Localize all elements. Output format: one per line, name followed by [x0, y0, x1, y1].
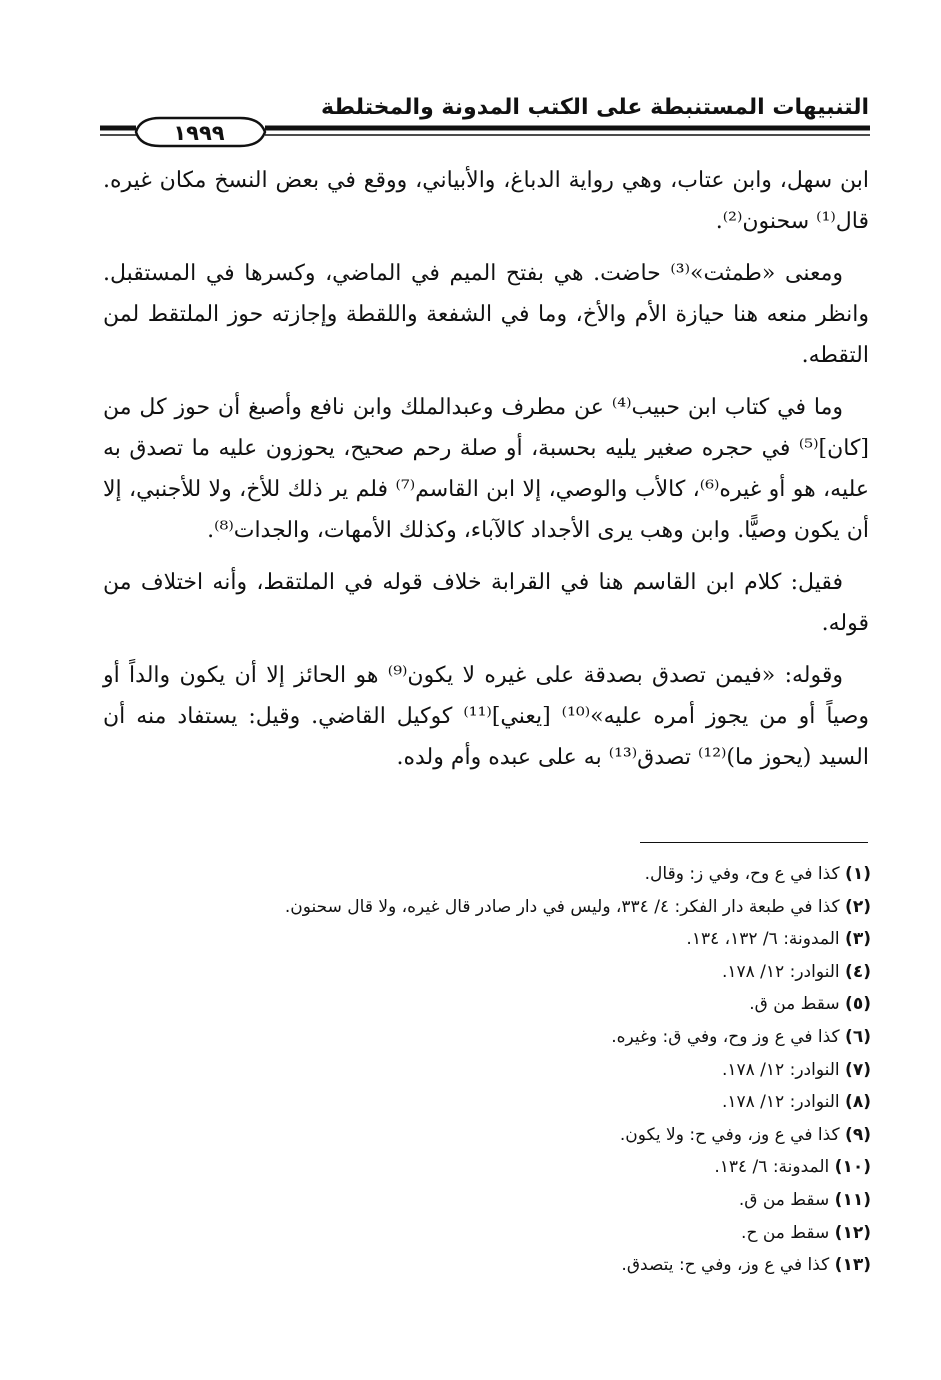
footnote-text: كذا في ع وز، وفي ح: ولا يكون.	[619, 1124, 840, 1145]
footnote	[103, 891, 871, 924]
footnote	[103, 923, 871, 956]
footnote-text: المدونة: ٦/ ١٣٢، ١٣٤.	[686, 929, 840, 950]
paragraph: فقيل: كلام ابن القاسم هنا في القرابة خلاف قوله في الملتقط، وأنه اختلاف من قوله.	[103, 570, 869, 636]
page-number: ١٩٩٩	[173, 121, 225, 145]
footnote-text: كذا في ع وز وح، وفي ق: وغيره.	[611, 1026, 840, 1047]
footnote-number: (١١)	[834, 1189, 871, 1210]
footnote-number: (٢)	[845, 896, 871, 917]
footnote	[103, 1151, 871, 1184]
footnote-number: (٩)	[845, 1124, 871, 1145]
footnote	[103, 1249, 871, 1282]
footnote-text: كذا في ع وز، وفي ح: يتصدق.	[621, 1255, 830, 1276]
paragraph: وقوله: «فيمن تصدق بصدقة على غيره لا يكون⁽⁹⁾ هو الحائز إلا أن يكون والداً أو وصياً أو من يجوز أمره عليه»⁽¹⁰⁾ [يعني]⁽¹¹⁾ كوكيل القاضي. وقيل: يستفاد منه أن السيد (يحوز ما)⁽¹²⁾ تصدق⁽¹³⁾ به على عبده وأم ولده.	[103, 663, 869, 770]
footnote	[103, 1021, 871, 1054]
footnote	[103, 956, 871, 989]
footnote-number: (١٢)	[834, 1222, 871, 1243]
footnote-text: كذا في طبعة دار الفكر: ٤/ ٣٣٤، وليس في دار صادر قال غيره، ولا قال سحنون.	[284, 896, 840, 917]
footnote-text: النوادر: ١٢/ ١٧٨.	[721, 1092, 840, 1113]
paragraph: ومعنى «طمثت»⁽³⁾ حاضت. هي بفتح الميم في الماضي، وكسرها في المستقبل. وانظر منعه هنا حيازة الأم والأخ، وما في الشفعة واللقطة وإجازته حوز الملتقط لمن التقطه.	[103, 261, 869, 368]
main-text	[103, 160, 869, 778]
footnote-text: سقط من ح.	[741, 1222, 830, 1243]
footnote-number: (٨)	[845, 1092, 871, 1113]
footnote-number: (٧)	[845, 1059, 871, 1080]
footnote-number: (١٣)	[834, 1255, 871, 1276]
footnote	[103, 988, 871, 1021]
footnote	[103, 1184, 871, 1217]
footnote-number: (١)	[845, 864, 871, 884]
footnote-text: المدونة: ٦/ ١٣٤.	[714, 1157, 830, 1178]
footnote-separator	[640, 842, 868, 843]
paragraph: ابن سهل، وابن عتاب، وهي رواية الدباغ، والأبياني، ووقع في بعض النسخ مكان غيره. قال⁽¹⁾ سحنون⁽²⁾.	[103, 168, 869, 234]
footnote-text: سقط من ق.	[738, 1189, 830, 1210]
footnote-text: النوادر: ١٢/ ١٧٨.	[721, 961, 840, 982]
footnote-number: (٤)	[845, 961, 871, 982]
footnote-text: سقط من ق.	[749, 994, 840, 1015]
footnote	[103, 1119, 871, 1152]
footnote	[103, 1086, 871, 1119]
footnote-number: (١٠)	[834, 1157, 871, 1178]
footnote-text: كذا في ع وح، وفي ز: وقال.	[644, 864, 840, 884]
footnote-number: (٦)	[845, 1026, 871, 1047]
footnote	[103, 858, 871, 891]
footnotes	[103, 858, 871, 1282]
footnote-number: (٥)	[845, 994, 871, 1015]
footnote-number: (٣)	[845, 929, 871, 950]
running-title: التنبيهات المستنبطة على الكتب المدونة والمختلطة	[320, 95, 869, 120]
paragraph: وما في كتاب ابن حبيب⁽⁴⁾ عن مطرف وعبدالملك وابن نافع وأصبغ أن حوز كل من [كان]⁽⁵⁾ في حجره صغير يليه بحسبة، أو صلة رحم صحيح، يحوزون عليه ما تصدق به عليه، هو أو غيره⁽⁶⁾، كالأب والوصي، إلا ابن القاسم⁽⁷⁾ فلم ير ذلك للأخ، ولا للأجنبي، إلا أن يكون وصيًّا. وابن وهب يرى الأجداد كالآباء، وكذلك الأمهات، والجدات⁽⁸⁾.	[103, 395, 869, 543]
footnote	[103, 1217, 871, 1250]
footnote	[103, 1054, 871, 1087]
header-rule	[100, 116, 870, 150]
footnote-text: النوادر: ١٢/ ١٧٨.	[721, 1059, 840, 1080]
